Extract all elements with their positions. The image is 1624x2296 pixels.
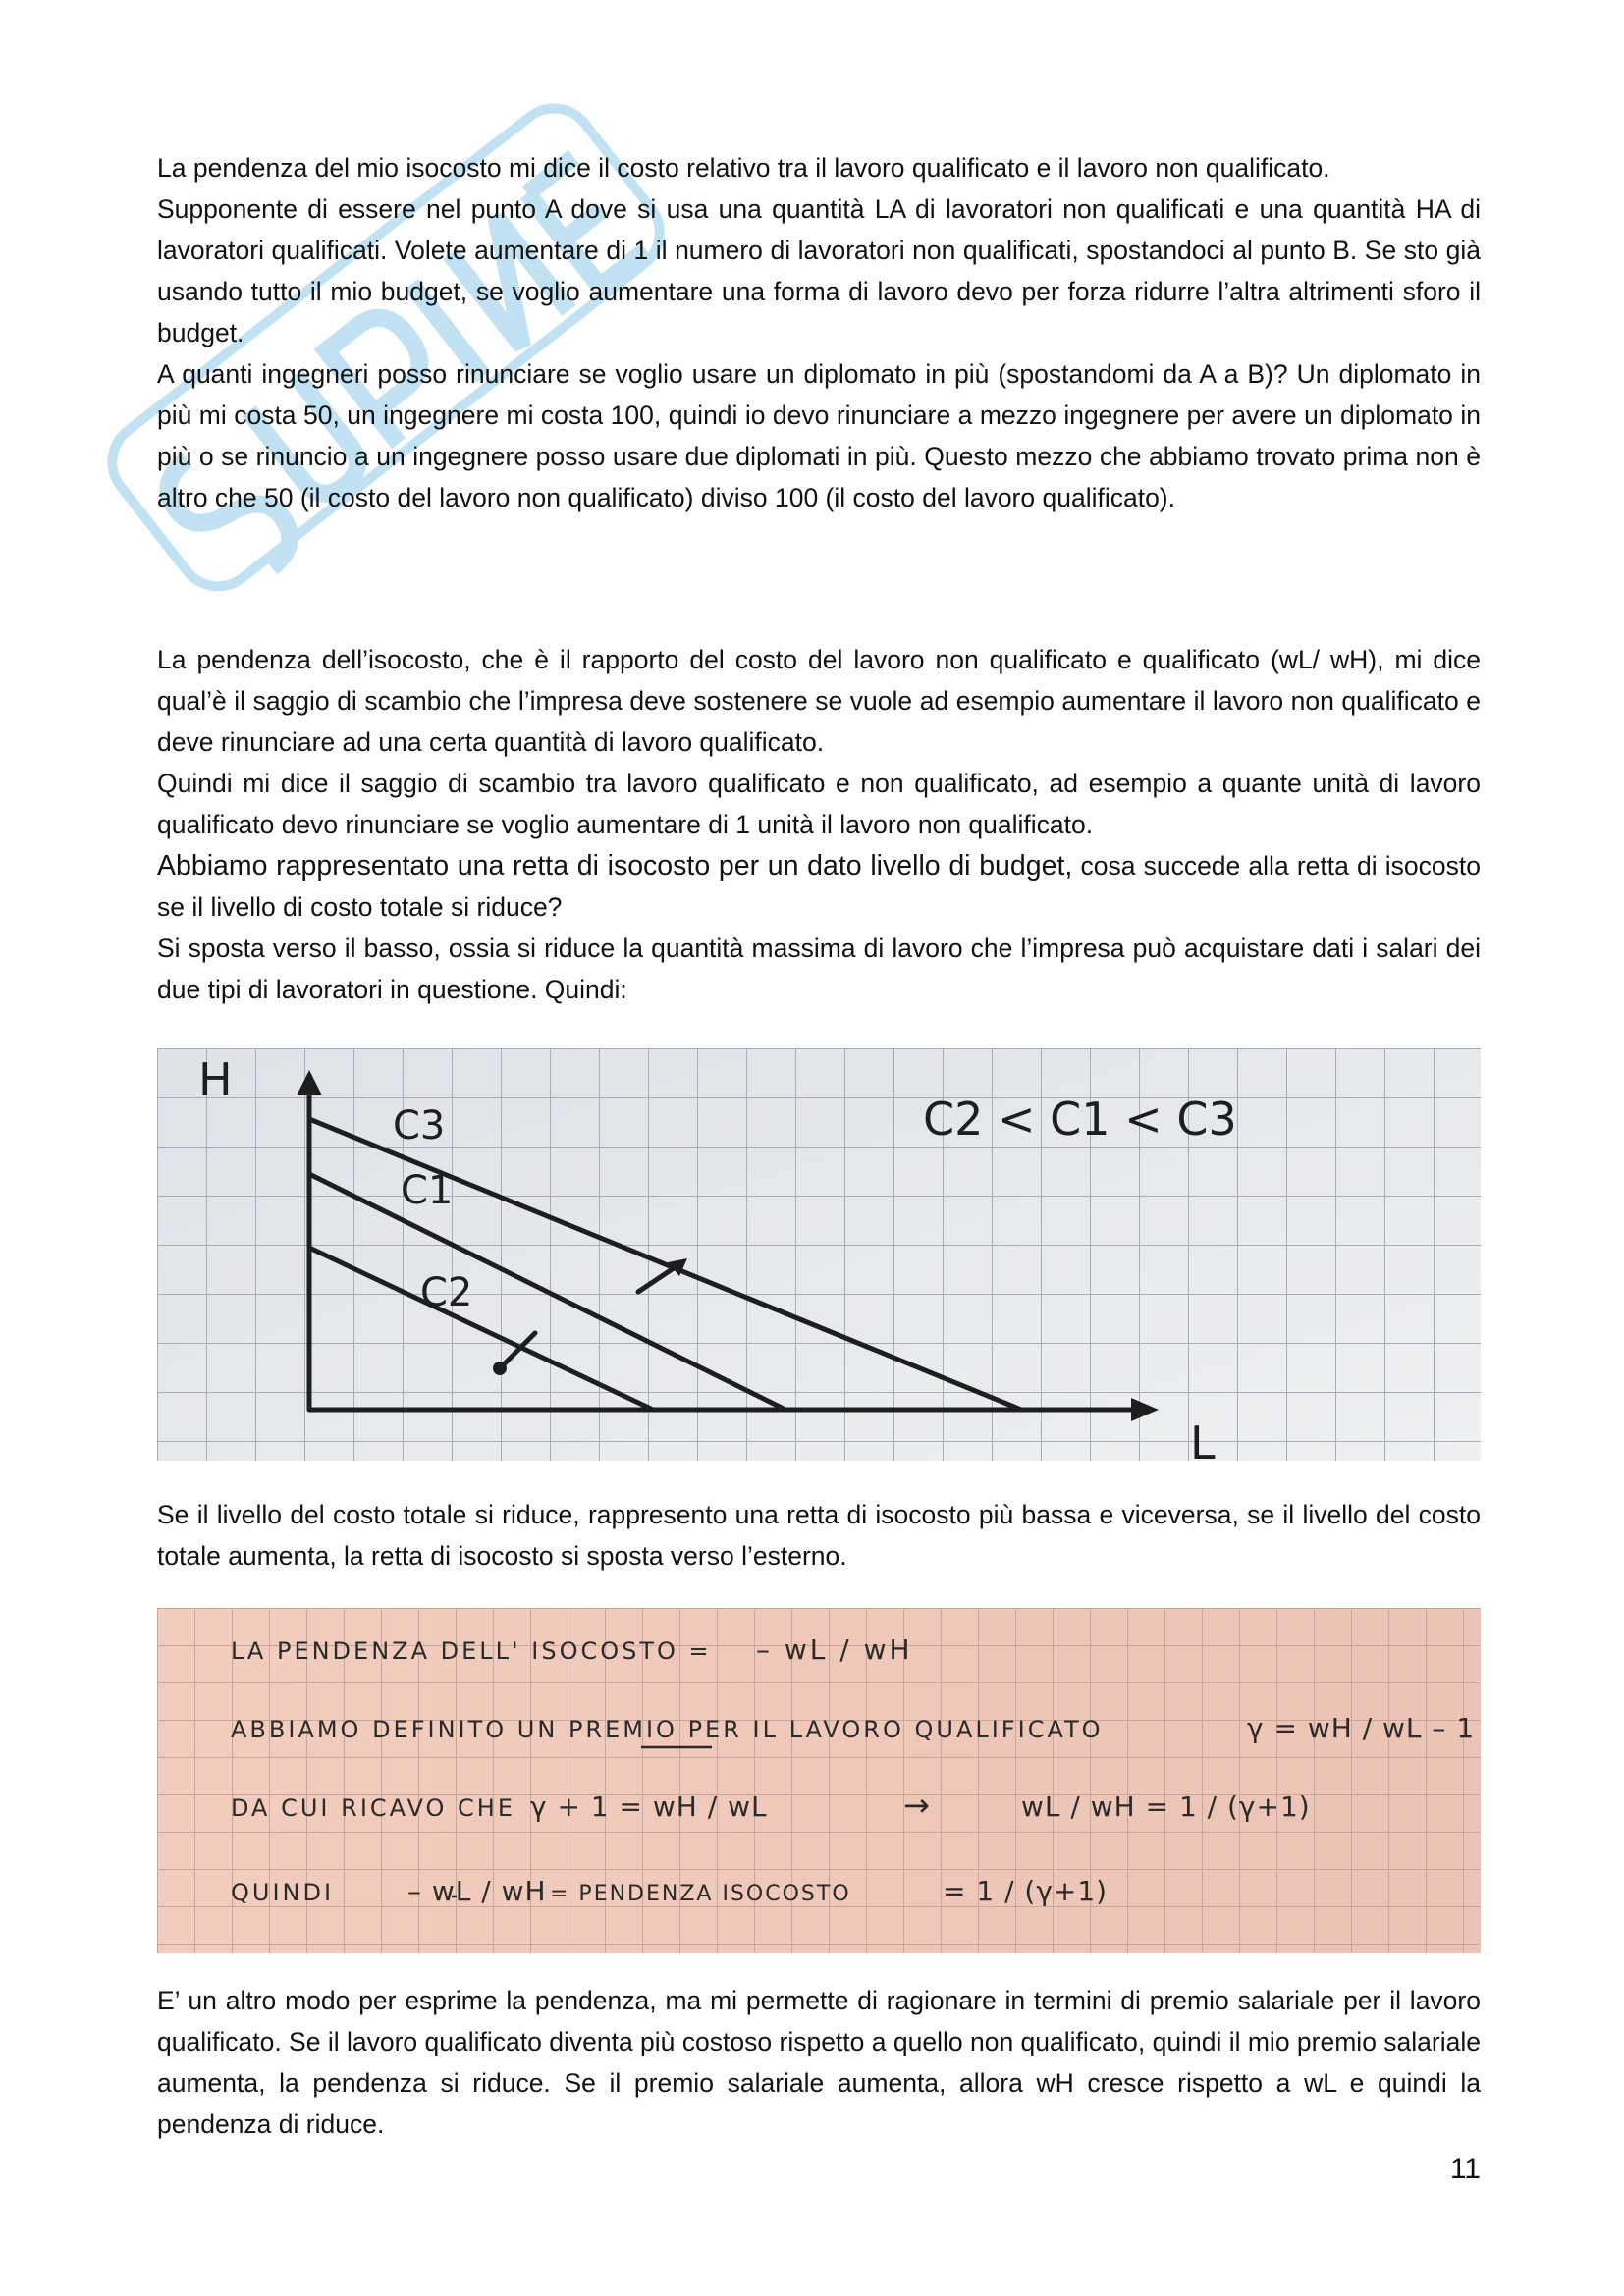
therefore-formula-a: – wL / wH xyxy=(407,1875,547,1907)
paragraph-isocost-slope: La pendenza del mio isocosto mi dice il costo relativo tra il lavoro qualificato e il lavoro non qualificato. xyxy=(157,153,1330,183)
derive-label: DA CUI RICAVO CHE xyxy=(231,1794,516,1822)
paragraph-engineers: A quanti ingegneri posso rinunciare se voglio usare un diplomato in più (spostandomi da A a B)? Un diplomato in più mi costa 50, un ingegnere mi costa 100, quindi io devo rinunciare a mezzo ingegnere per avere un diplomato in più o se rinuncio a un ingegnere posso usare due diplomati in più. Questo mezzo che abbiamo trovato prima non è altro che 50 (il costo del lavoro non qualificato) diviso 100 (il costo del lavoro qualificato). xyxy=(157,359,1481,512)
line-label-c3: C3 xyxy=(393,1103,446,1148)
question-part-a: Abbiamo rappresentato una retta di isocosto per un dato livello di budget, xyxy=(157,850,1073,881)
paragraph-question xyxy=(157,845,1481,928)
paragraph-block-4 xyxy=(157,1980,1481,2145)
therefore-formula-b: = 1 / (γ+1) xyxy=(943,1875,1109,1907)
x-axis-label: L xyxy=(1190,1416,1216,1461)
ordering-relation: C2 < C1 < C3 xyxy=(923,1093,1237,1146)
slope-label: LA PENDENZA DELL' ISOCOSTO = xyxy=(231,1637,712,1665)
premium-formulas-figure xyxy=(157,1608,1481,1953)
derive-arrow: → xyxy=(903,1787,933,1824)
derive-formula-a: γ + 1 = wH / wL xyxy=(530,1790,768,1823)
paragraph-answer: Si sposta verso il basso, ossia si riduce la quantità massima di lavoro che l’impresa può acquistare dati i salari dei due tipi di lavoratori in questione. Quindi: xyxy=(157,934,1481,1004)
slope-formula: – wL / wH xyxy=(756,1633,913,1666)
paragraph-block-1 xyxy=(157,147,1481,518)
paragraph-exchange-rate: La pendenza dell’isocosto, che è il rapporto del costo del lavoro non qualificato e qualificato (wL/ wH), mi dice qual’è il saggio di scambio che l’impresa deve sostenere se vuole ad esempio aumentare il lavoro non qualificato e deve rinunciare ad una certa quantità di lavoro qualificato. xyxy=(157,645,1481,757)
question-part-b: cosa succede alla retta di isocosto se il livello di costo totale si riduce? xyxy=(157,851,1481,922)
paragraph-exchange-rate-2: Quindi mi dice il saggio di scambio tra lavoro qualificato e non qualificato, ad esempio a quante unità di lavoro qualificato devo rinunciare se voglio aumentare di 1 unità il lavoro non qualificato. xyxy=(157,769,1481,839)
premium-formula: γ = wH / wL – 1 xyxy=(1247,1712,1476,1744)
paragraph-block-3 xyxy=(157,1494,1481,1576)
therefore-equals-slope: = PENDENZA ISOCOSTO xyxy=(550,1882,851,1906)
page-number: 11 xyxy=(1449,2153,1481,2185)
isocost-lines-figure xyxy=(157,1048,1481,1461)
paragraph-block-2 xyxy=(157,639,1481,1010)
paragraph-point-a: Supponente di essere nel punto A dove si usa una quantità LA di lavoratori non qualificati e una quantità HA di lavoratori qualificati. Volete aumentare di 1 il numero di lavoratori non qualificati, spostandoci al punto B. Se sto già usando tutto il mio budget, se voglio aumentare una forma di lavoro devo per forza ridurre l’altra altrimenti sforo il budget. xyxy=(157,194,1481,347)
therefore-label: QUINDI xyxy=(231,1879,335,1906)
paragraph-shift: Se il livello del costo totale si riduce, rappresento una retta di isocosto più bassa e viceversa, se il livello del costo totale aumenta, la retta di isocosto si sposta verso l’esterno. xyxy=(157,1500,1481,1571)
premium-definition-label: ABBIAMO DEFINITO UN PREMIO PER IL LAVORO QUALIFICATO xyxy=(231,1716,1104,1743)
y-axis-label: H xyxy=(198,1053,233,1106)
paragraph-wage-premium: E’ un altro modo per esprime la pendenza, ma mi permette di ragionare in termini di premio salariale per il lavoro qualificato. Se il lavoro qualificato diventa più costoso rispetto a quello non qualificato, quindi il mio premio salariale aumenta, la pendenza si riduce. Se il premio salariale aumenta, allora wH cresce rispetto a wL e quindi la pendenza di riduce. xyxy=(157,1986,1481,2139)
derive-formula-b: wL / wH = 1 / (γ+1) xyxy=(1021,1790,1311,1823)
line-label-c1: C1 xyxy=(401,1168,454,1213)
line-label-c2: C2 xyxy=(420,1270,473,1315)
